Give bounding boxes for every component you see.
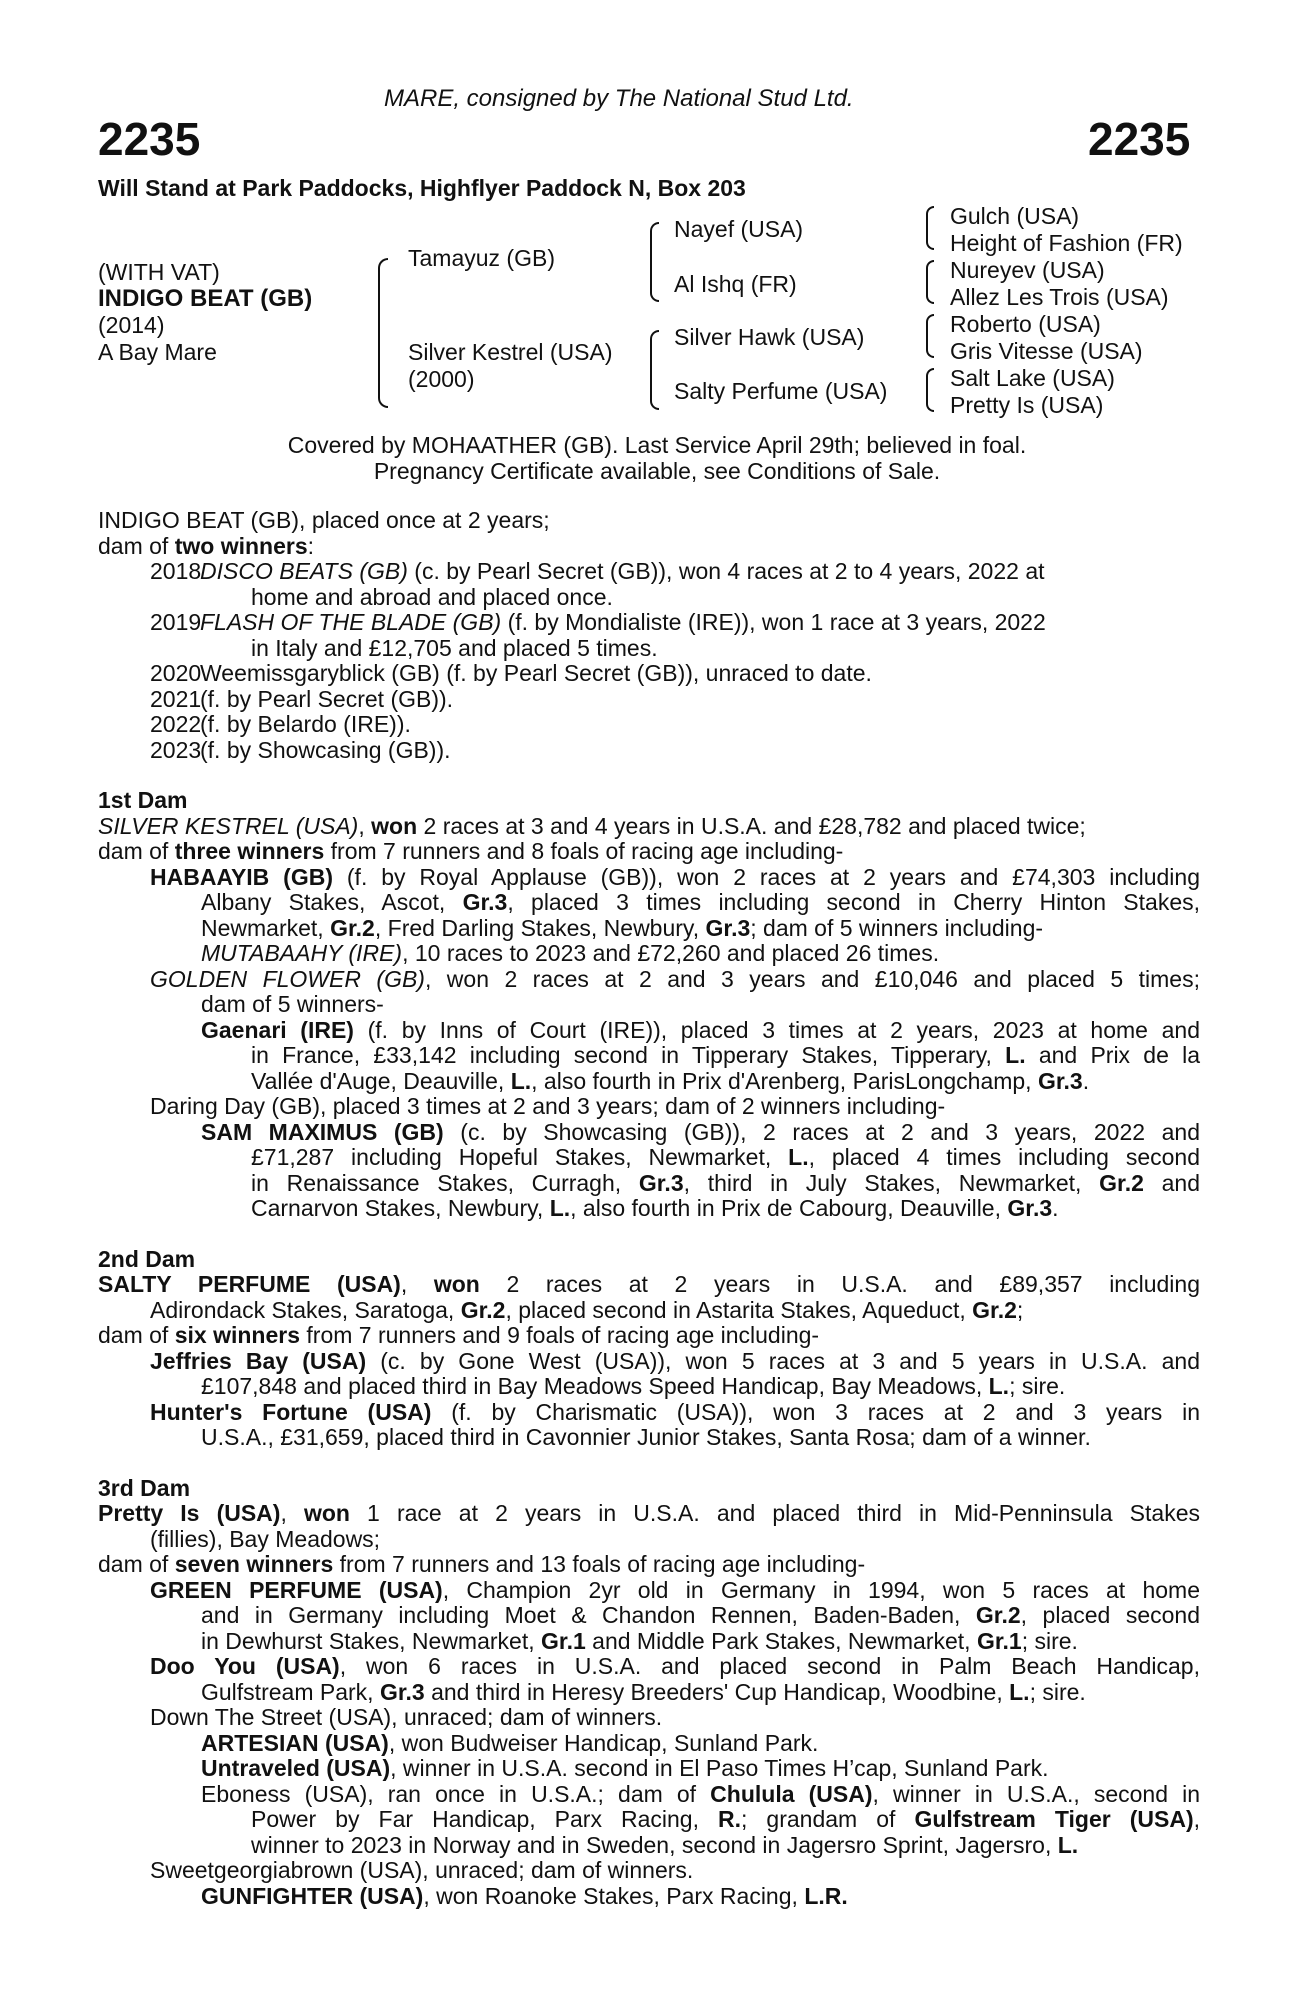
first-dam-line: Gaenari (IRE) (f. by Inns of Court (IRE)), placed 3 times at 2 years, 2023 at home and (201, 1016, 1200, 1043)
sire-sire: Nayef (USA) (674, 216, 804, 242)
first-dam-line: HABAAYIB (GB) (f. by Royal Applause (GB)), won 2 races at 2 years and £74,303 including (150, 863, 1200, 890)
covered-line-2: Pregnancy Certificate available, see Conditions of Sale. (373, 457, 941, 484)
first-dam-line: GOLDEN FLOWER (GB), won 2 races at 2 and 3 years and £10,046 and placed 5 times; (150, 965, 1200, 992)
sire-dam-sire: Nureyev (USA) (950, 257, 1105, 283)
pedigree-brace-sire (650, 222, 659, 302)
produce-record: 2022(f. by Belardo (IRE)). (150, 711, 411, 737)
first-dam-line: in France, £33,142 including second in Tipperary Stakes, Tipperary, L. and Prix de la (251, 1042, 1201, 1068)
dam-sire: Silver Hawk (USA) (674, 324, 865, 350)
third-dam-line: (fillies), Bay Meadows; (150, 1525, 381, 1552)
second-dam-line: dam of six winners from 7 runners and 9 foals of racing age including- (98, 1322, 820, 1348)
third-dam-line: in Dewhurst Stakes, Newmarket, Gr.1 and Middle Park Stakes, Newmarket, Gr.1; sire. (201, 1627, 1078, 1654)
produce-record-cont: in Italy and £12,705 and placed 5 times. (251, 634, 658, 661)
dam-dam: Salty Perfume (USA) (674, 378, 888, 404)
produce-record: 2019FLASH OF THE BLADE (GB) (f. by Mondialiste (IRE)), won 1 race at 3 years, 2022 (150, 609, 1046, 635)
third-dam-line: GUNFIGHTER (USA), won Roanoke Stakes, Parx Racing, L.R. (201, 1882, 848, 1909)
first-dam-line: Newmarket, Gr.2, Fred Darling Stakes, Newbury, Gr.3; dam of 5 winners including- (201, 914, 1044, 941)
second-dam-line: Jeffries Bay (USA) (c. by Gone West (USA)), won 5 races at 3 and 5 years in U.S.A. and (150, 1347, 1200, 1374)
produce-record: 2018DISCO BEATS (GB) (c. by Pearl Secret (GB)), won 4 races at 2 to 4 years, 2022 at (150, 558, 1045, 584)
pedigree-brace-ss (926, 206, 934, 250)
second-dam-line: SALTY PERFUME (USA), won 2 races at 2 years in U.S.A. and £89,357 including (98, 1271, 1200, 1297)
horse-description: A Bay Mare (98, 339, 217, 365)
produce-dam-of: dam of two winners: (98, 532, 315, 559)
first-dam-line: Albany Stakes, Ascot, Gr.3, placed 3 times including second in Cherry Hinton Stakes, (201, 889, 1200, 915)
vat-note: (WITH VAT) (98, 259, 220, 285)
covered-note (0, 433, 1314, 484)
lot-number-left: 2235 (98, 113, 201, 165)
dam-year: (2000) (408, 366, 475, 392)
lot-number-right: 2235 (1088, 113, 1191, 165)
pedigree-brace-dd (926, 368, 934, 412)
second-dam-line: Hunter's Fortune (USA) (f. by Charismatic (USA)), won 3 races at 2 and 3 years in (150, 1398, 1200, 1425)
first-dam-line: dam of three winners from 7 runners and 8 foals of racing age including- (98, 838, 844, 864)
third-dam-line: and in Germany including Moet & Chandon Rennen, Baden-Baden, Gr.2, placed second (201, 1602, 1200, 1628)
first-dam-line: Carnarvon Stakes, Newbury, L., also fourth in Prix de Cabourg, Deauville, Gr.3. (251, 1195, 1059, 1221)
second-dam-line: £107,848 and placed third in Bay Meadows Speed Handicap, Bay Meadows, L.; sire. (201, 1373, 1066, 1399)
dam-name: Silver Kestrel (USA) (408, 339, 613, 365)
dam-sire-dam: Gris Vitesse (USA) (950, 338, 1143, 364)
produce-intro: INDIGO BEAT (GB), placed once at 2 years; (98, 507, 550, 533)
first-dam-line: in Renaissance Stakes, Curragh, Gr.3, third in July Stakes, Newmarket, Gr.2 and (251, 1169, 1200, 1196)
stabling-location: Will Stand at Park Paddocks, Highflyer Paddock N, Box 203 (98, 175, 746, 201)
first-dam-line: SILVER KESTREL (USA), won 2 races at 3 and 4 years in U.S.A. and £28,782 and placed twice; (98, 812, 1086, 839)
third-dam-line: Down The Street (USA), unraced; dam of winners. (150, 1704, 663, 1730)
produce-record: 2021(f. by Pearl Secret (GB)). (150, 685, 454, 712)
sire-sire-sire: Gulch (USA) (950, 203, 1080, 229)
second-dam-line: U.S.A., £31,659, placed third in Cavonnier Junior Stakes, Santa Rosa; dam of a winner. (201, 1424, 1091, 1450)
dam-dam-sire: Salt Lake (USA) (950, 365, 1115, 391)
third-dam-line: dam of seven winners from 7 runners and 13 foals of racing age including- (98, 1551, 866, 1577)
first-dam-heading: 1st Dam (98, 787, 188, 813)
pedigree-brace-sd (926, 260, 934, 304)
third-dam-line: GREEN PERFUME (USA), Champion 2yr old in Germany in 1994, won 5 races at home (150, 1576, 1201, 1603)
produce-record: 2023(f. by Showcasing (GB)). (150, 736, 451, 763)
sire-name: Tamayuz (GB) (408, 245, 555, 271)
dam-dam-dam: Pretty Is (USA) (950, 392, 1104, 418)
sire-sire-dam: Height of Fashion (FR) (950, 230, 1183, 256)
first-dam-line: SAM MAXIMUS (GB) (c. by Showcasing (GB)), 2 races at 2 and 3 years, 2022 and (201, 1118, 1201, 1145)
first-dam-line: £71,287 including Hopeful Stakes, Newmarket, L., placed 4 times including second (251, 1144, 1200, 1170)
second-dam-line: Adirondack Stakes, Saratoga, Gr.2, placed second in Astarita Stakes, Aqueduct, Gr.2; (150, 1296, 1024, 1323)
third-dam-line: Untraveled (USA), winner in U.S.A. second in El Paso Times H’cap, Sunland Park. (201, 1755, 1049, 1781)
sire-dam: Al Ishq (FR) (674, 271, 797, 297)
third-dam-line: winner to 2023 in Norway and in Sweden, second in Jagersro Sprint, Jagersro, L. (251, 1831, 1079, 1858)
produce-record-cont: home and abroad and placed once. (251, 583, 613, 610)
pedigree-brace-dam (650, 330, 659, 410)
catalogue-body (98, 508, 1200, 1909)
second-dam-heading: 2nd Dam (98, 1245, 196, 1272)
produce-record: 2020Weemissgaryblick (GB) (f. by Pearl Secret (GB)), unraced to date. (150, 660, 872, 686)
third-dam-line: Doo You (USA), won 6 races in U.S.A. and placed second in Palm Beach Handicap, (150, 1653, 1200, 1679)
third-dam-line: Pretty Is (USA), won 1 race at 2 years in U.S.A. and placed third in Mid-Penninsula Stakes (98, 1500, 1200, 1526)
first-dam-line: dam of 5 winners- (201, 991, 384, 1017)
horse-year: (2014) (98, 312, 165, 338)
first-dam-line: Vallée d'Auge, Deauville, L., also fourth in Prix d'Arenberg, ParisLongchamp, Gr.3. (251, 1067, 1090, 1094)
third-dam-line: Sweetgeorgiabrown (USA), unraced; dam of winners. (150, 1857, 694, 1883)
third-dam-line: ARTESIAN (USA), won Budweiser Handicap, Sunland Park. (201, 1729, 819, 1756)
dam-sire-sire: Roberto (USA) (950, 311, 1101, 337)
third-dam-line: Gulfstream Park, Gr.3 and third in Heresy Breeders' Cup Handicap, Woodbine, L.; sire. (201, 1678, 1086, 1705)
first-dam-line: MUTABAAHY (IRE), 10 races to 2023 and £72,260 and placed 26 times. (201, 940, 940, 966)
pedigree-brace-ds (926, 314, 934, 358)
pedigree-brace-main (378, 258, 388, 408)
third-dam-line: Power by Far Handicap, Parx Racing, R.; grandam of Gulfstream Tiger (USA), (251, 1806, 1200, 1832)
horse-name: INDIGO BEAT (GB) (98, 285, 313, 312)
sire-dam-dam: Allez Les Trois (USA) (950, 284, 1169, 310)
covered-line-1: Covered by MOHAATHER (GB). Last Service April 29th; believed in foal. (287, 432, 1027, 458)
third-dam-heading: 3rd Dam (98, 1474, 191, 1501)
consignor-line: MARE, consigned by The National Stud Ltd. (384, 85, 854, 112)
third-dam-line: Eboness (USA), ran once in U.S.A.; dam of Chulula (USA), winner in U.S.A., second in (201, 1780, 1201, 1807)
first-dam-line: Daring Day (GB), placed 3 times at 2 and 3 years; dam of 2 winners including- (150, 1093, 946, 1119)
